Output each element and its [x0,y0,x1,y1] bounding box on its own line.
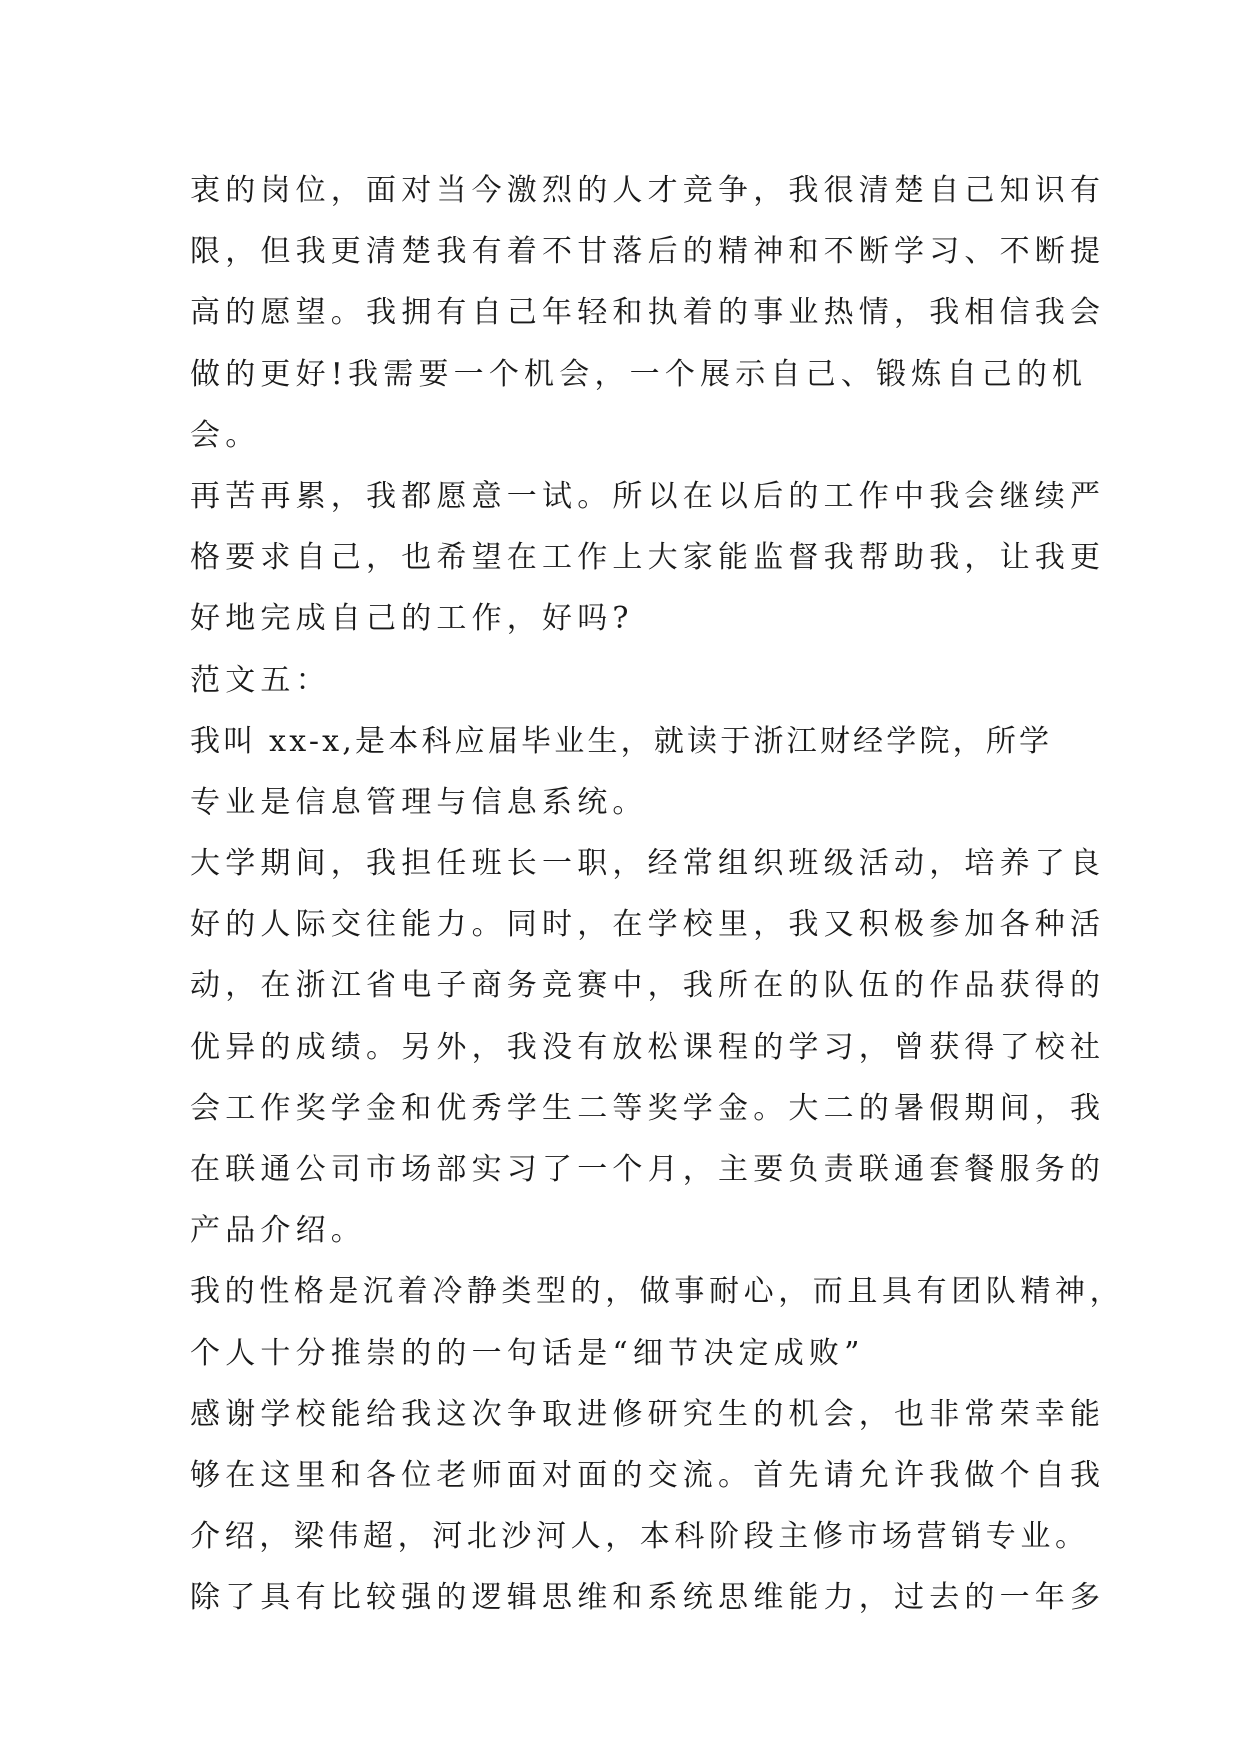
text-line: 感谢学校能给我这次争取进修研究生的机会，也非常荣幸能 [190,1396,1106,1432]
text-line: 格要求自己，也希望在工作上大家能监督我帮助我，让我更 [190,540,1106,576]
text-line: 大学期间，我担任班长一职，经常组织班级活动，培养了良 [190,846,1106,882]
text-line: 再苦再累，我都愿意一试。所以在以后的工作中我会继续严 [190,478,1106,514]
text-line: 动，在浙江省电子商务竞赛中，我所在的队伍的作品获得的 [190,968,1106,1004]
text-line: 限，但我更清楚我有着不甘落后的精神和不断学习、不断提 [190,234,1106,270]
text-line: 优异的成绩。另外，我没有放松课程的学习，曾获得了校社 [190,1029,1106,1065]
text-line: 会工作奖学金和优秀学生二等奖学金。大二的暑假期间，我 [190,1090,1106,1126]
text-line: 好的人际交往能力。同时，在学校里，我又积极参加各种活 [190,907,1106,943]
text-line: 我叫 xx-x,是本科应届毕业生，就读于浙江财经学院，所学 [190,723,1053,759]
text-line: 我的性格是沉着冷静类型的，做事耐心，而且具有团队精神， [190,1274,1125,1310]
text-line: 会。 [190,417,261,453]
text-line: 够在这里和各位老师面对面的交流。首先请允许我做个自我 [190,1457,1106,1493]
text-line: 好地完成自己的工作，好吗? [190,601,634,637]
text-line: 专业是信息管理与信息系统。 [190,784,648,820]
document-body [190,160,1125,1629]
section-heading: 范文五： [190,662,331,698]
text-line: 产品介绍。 [190,1213,366,1249]
text-line: 介绍，梁伟超，河北沙河人，本科阶段主修市场营销专业。 [190,1519,1090,1555]
text-line: 在联通公司市场部实习了一个月，主要负责联通套餐服务的 [190,1152,1106,1187]
text-line: 个人十分推崇的的一句话是“细节决定成败” [190,1335,865,1371]
text-line: 做的更好!我需要一个机会，一个展示自己、锻炼自己的机 [190,356,1088,392]
text-line: 除了具有比较强的逻辑思维和系统思维能力，过去的一年多 [190,1580,1106,1616]
text-line: 高的愿望。我拥有自己年轻和执着的事业热情，我相信我会 [190,295,1106,331]
text-line: 衷的岗位，面对当今激烈的人才竞争，我很清楚自己知识有 [190,173,1106,208]
